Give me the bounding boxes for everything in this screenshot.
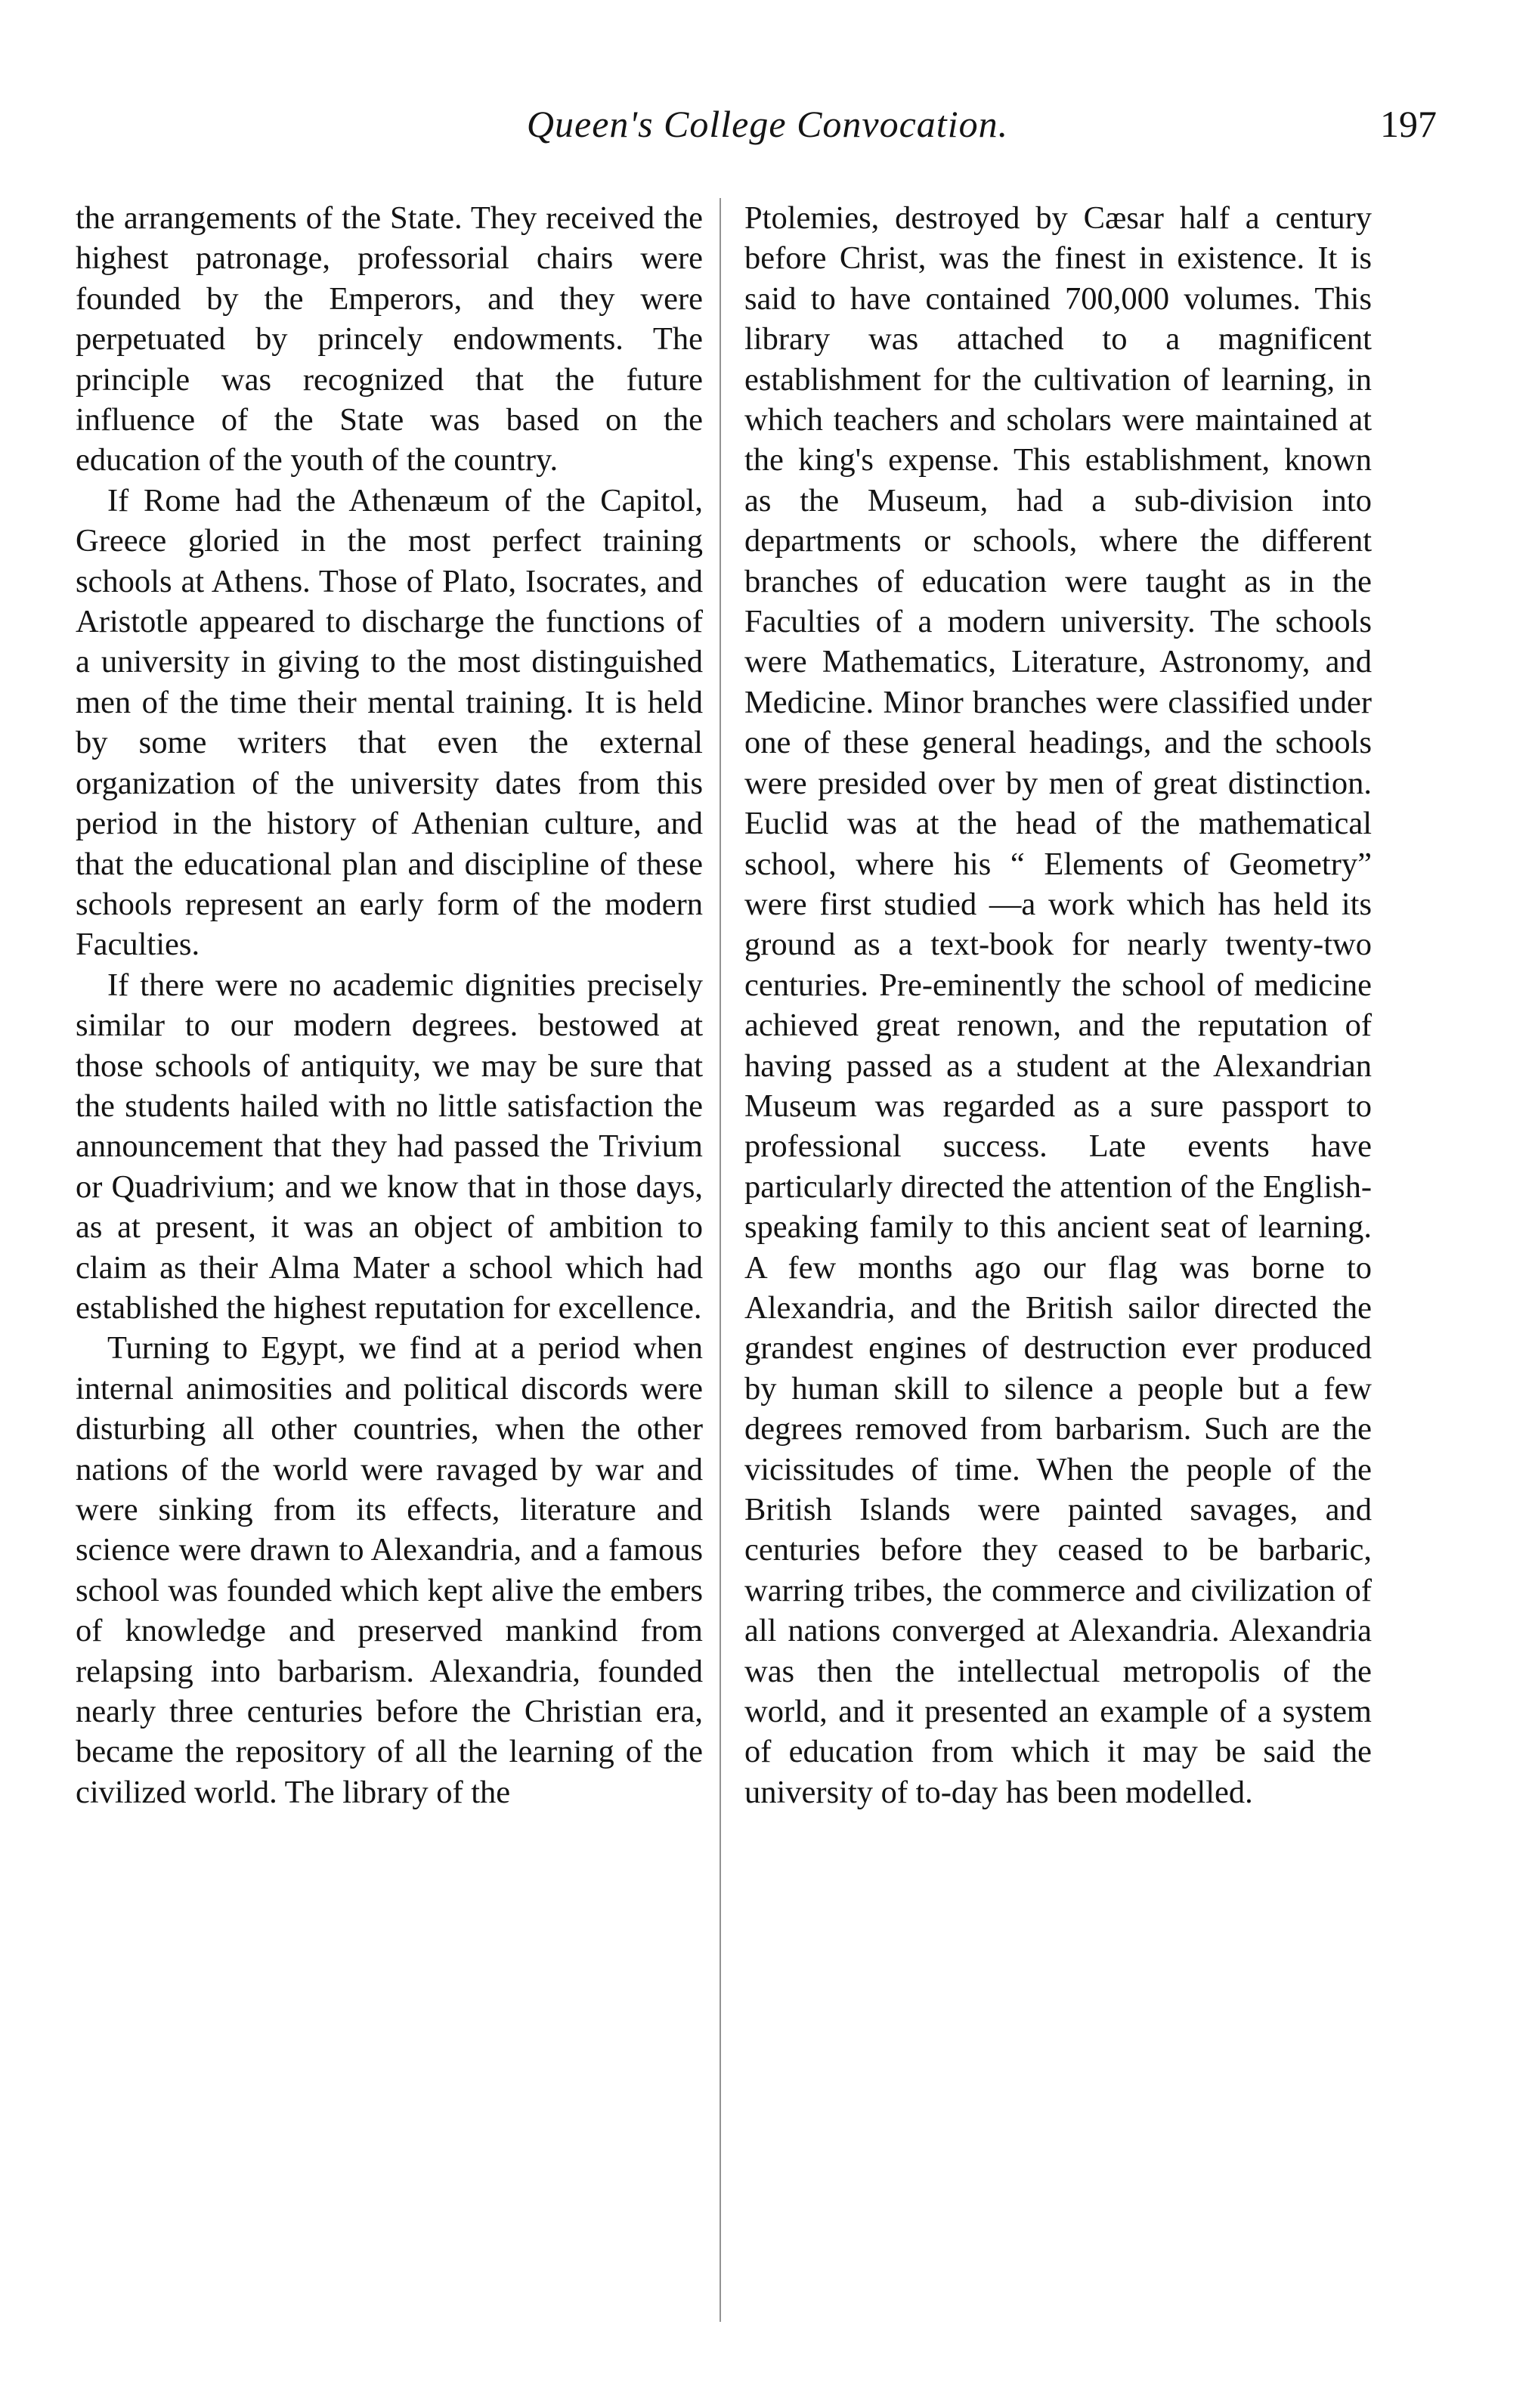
paragraph: Ptolemies, destroyed by Cæsar half a century before Christ, was the finest in existence. It is said to have contained 700,000 volumes. This library was attached to a magnificent establishment for the cultivation of learning, in which teachers and scholars were maintained at the king's expense. This establishment, known as the Museum, had a sub-division into departments or schools, where the different branches of education were taught as in the Faculties of a modern university. The schools were Mathematics, Literature, Astronomy, and Medicine. Minor branches were classified under one of these general headings, and the schools were presided over by men of great distinction. Euclid was at the head of the mathematical school, where his “ Elements of Geometry” were first studied —a work which has held its ground as a text-book for nearly twenty-two centuries. Pre-eminently the school of medicine achieved great renown, and the reputation of having passed as a student at the Alexandrian Museum was regarded as a sure passport to professional success. Late events have particularly directed the attention of the English-speaking family to this ancient seat of learning. A few months ago our flag was borne to Alexandria, and the British sailor directed the grandest engines of destruction ever produced by human skill to silence a people but a few degrees removed from barbarism. Such are the vicissitudes of time. When the people of the British Islands were painted savages, and centuries before they ceased to be barbaric, warring tribes, the commerce and civilization of all nations converged at Alexandria. Alexandria was then the intellectual metropolis of the world, and it presented an example of a system of education from which it may be said the university of to-day has been modelled. [744, 200, 1372, 1810]
running-title: Queen's College Convocation. [526, 103, 1009, 145]
paragraph: Turning to Egypt, we find at a period when internal animosities and political discords were disturbing all other countries, when the other nations of the world were ravaged by war and were sinking from its effects, literature and science were drawn to Alexandria, and a famous school was founded which kept alive the embers of knowledge and preserved mankind from relapsing into barbarism. Alexandria, founded nearly three centuries before the Christian era, became the repository of all the learning of the civilized world. The library of the [76, 1330, 703, 1810]
page-number: 197 [1380, 103, 1437, 145]
column-divider [720, 198, 721, 2322]
left-column [76, 198, 703, 1812]
paragraph: If there were no academic dignities precisely similar to our modern degrees. bestowed at those schools of antiquity, we may be sure that the students hailed with no little satisfaction the announcement that they had passed the Trivium or Quadrivium; and we know that in those days, as at present, it was an object of ambition to claim as their Alma Mater a school which had established the highest reputation for excellence. [76, 967, 703, 1326]
paragraph: the arrangements of the State. They received the highest patronage, professorial chairs were founded by the Emperors, and they were perpetuated by princely endowments. The principle was recognized that the future influence of the State was based on the education of the youth of the country. [76, 200, 703, 478]
right-column [744, 198, 1372, 1812]
page-header [0, 102, 1535, 162]
paragraph: If Rome had the Athenæum of the Capitol, Greece gloried in the most perfect training schools at Athens. Those of Plato, Isocrates, and Aristotle appeared to discharge the functions of a university in giving to the most distinguished men of the time their mental training. It is held by some writers that even the external organization of the university dates from this period in the history of Athenian culture, and that the educational plan and discipline of these schools represent an early form of the modern Faculties. [76, 482, 703, 963]
